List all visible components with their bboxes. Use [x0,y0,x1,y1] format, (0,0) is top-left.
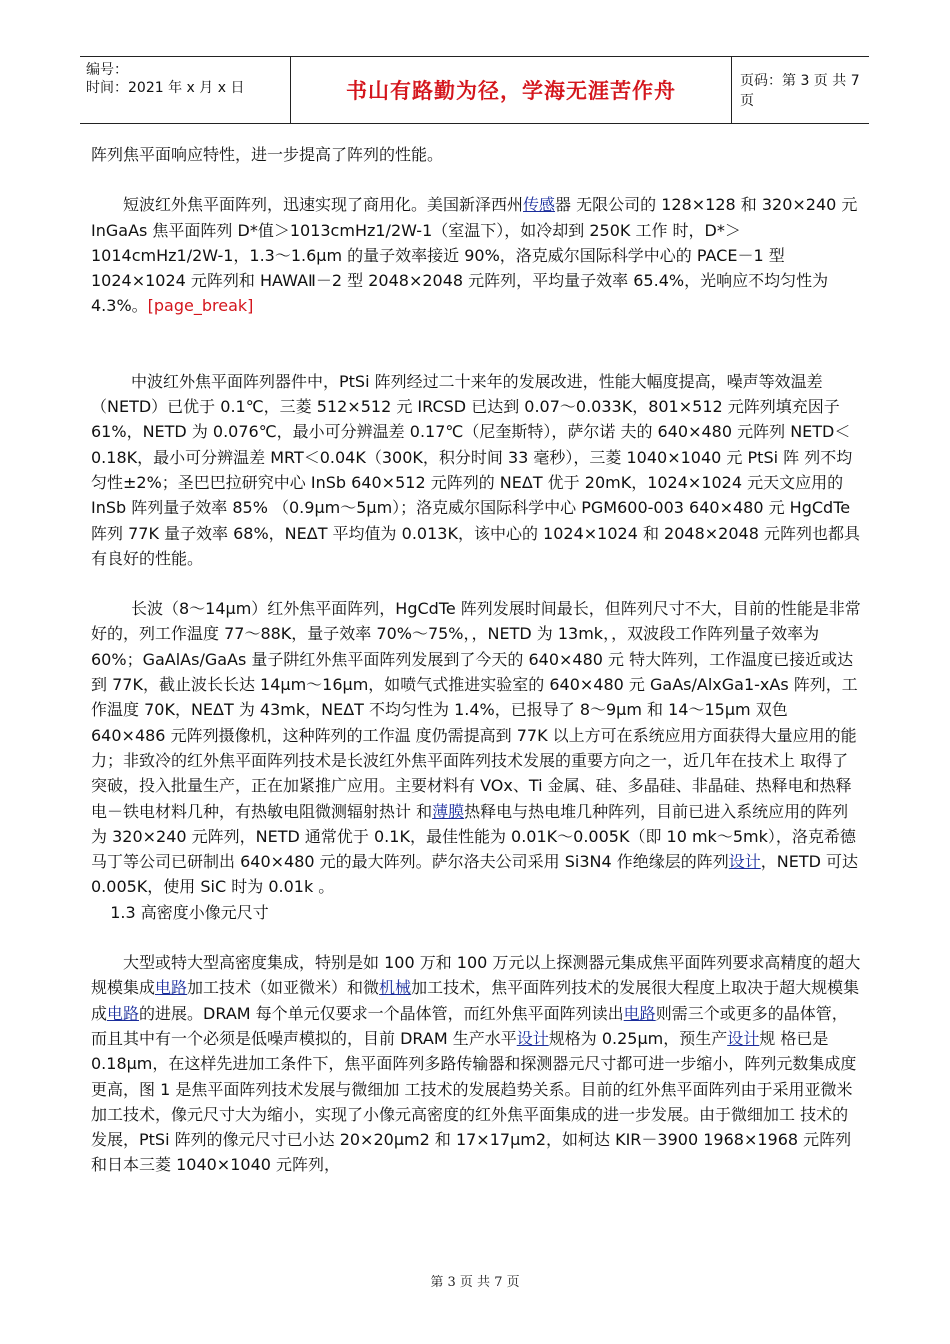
date-label: 时间：2021 年 x 月 x 日 [86,80,245,96]
page-break-marker: [page_break] [147,296,254,316]
link-circuit-3[interactable]: 电路 [623,1003,656,1023]
header-page-info: 页码：第 3 页 共 7 页 [740,73,860,109]
page-footer: 第 3 页 共 7 页 [430,1275,520,1290]
section-heading: 1.3 高密度小像元尺寸 [110,902,269,922]
link-film[interactable]: 薄膜 [432,801,465,821]
header-motto: 书山有路勤为径，学海无涯苦作舟 [290,57,732,123]
paragraph-1: 阵列焦平面响应特性，进一步提高了阵列的性能。 [91,145,444,164]
link-design-2[interactable]: 设计 [516,1028,549,1048]
page-header [80,56,869,124]
paragraph-mid-wave: 中波红外焦平面阵列器件中，PtSi 阵列经过二十来年的发展改进，性能大幅度提高，噪声等效温差（NETD）已优于 0.1℃，三菱 512×512 元 IRCSD 已达到 0.07～0.033K，801×512 元阵列填充因子 61%，NETD 为 0.076℃，最小可分辨温差 0.17℃（尼奎斯特），萨尔诺 夫的 640×480 元阵列 NETD＜0.18K，最小可分辨温差 MRT＜0.04K（300K，积分时间 33 毫秒），三菱 1040×1040 元 PtSi 阵 列不均匀性±2%；圣巴巴拉研究中心 InSb 640×512 元阵列的 NEΔT 优于 20mK，1024×1024 元天文应用的 InSb 阵列量子效率 85% （0.9μm～5μm）；洛克威尔国际科学中心 PGM600-003 640×480 元 HgCdTe 阵列 77K 量子效率 68%，NEΔT 平均值为 0.013K，该中心的 1024×1024 和 2048×2048 元阵列也都具有良好的性能。 [91,371,860,568]
link-circuit-1[interactable]: 电路 [155,978,188,998]
header-meta [86,61,286,97]
link-sensor[interactable]: 传感 [523,195,556,215]
document-body [91,142,863,1178]
link-machinery[interactable]: 机械 [379,978,412,998]
link-design[interactable]: 设计 [728,852,761,872]
link-circuit-2[interactable]: 电路 [107,1003,140,1023]
link-design-3[interactable]: 设计 [727,1028,760,1048]
serial-number-label: 编号： [86,62,128,78]
paragraph-long-wave: 长波（8～14μm）红外焦平面阵列，HgCdTe 阵列发展时间最长，但阵列尺寸不大，目前的性能是非常好的，列工作温度 77～88K，量子效率 70%～75%，，NETD 为 13mk，，双波段工作阵列量子效率为 60%；GaAlAs/GaAs 量子阱红外焦平面阵列发展到了今天的 640×480 元 特大阵列，工作温度已接近或达到 77K，截止波长长达 14μm～16μm，如喷气式推进实验室的 640×480 元 GaAs/AlxGa1-xAs 阵列，工 作温度 70K，NEΔT 为 43mk，NEΔT 不均匀性为 1.4%，已报导了 8～9μm 和 14～15μm 双色 640×486 元阵列摄像机，这种阵列的工作温 度仍需提高到 77K 以上方可在系统应用方面获得大量应用的能力；非致冷的红外焦平面阵列技术是长波红外焦平面阵列技术发展的重要方向之一，近几年在技术上 取得了突破，投入批量生产，正在加紧推广应用。主要材料有 VOx、Ti 金属、硅、多晶硅、非晶硅、热释电和热释电－铁电材料几种，有热敏电阻微测辐射热计 和薄膜热释电与热电堆几种阵列，目前已进入系统应用的阵列为 320×240 元阵列，NETD 通常优于 0.1K，最佳性能为 0.01K～0.005K（即 10 mk～5mk），洛克希德马丁等公司已研制出 640×480 元的最大阵列。萨尔洛夫公司采用 Si3N4 作绝缘层的阵列设计，NETD 可达 0.005K，使用 SiC 时为 0.01k 。 [91,599,861,897]
paragraph-short-wave: 短波红外焦平面阵列，迅速实现了商用化。美国新泽西州传感器 无限公司的 128×128 和 320×240 元 InGaAs 焦平面阵列 D*值＞1013cmHz1/2W-1（室温下），如冷却到 250K 工作 时，D*＞1014cmHz1/2W-1，1.3～1.6μm 的量子效率接近 90%，洛克威尔国际科学中心的 PACE－1 型 1024×1024 元阵列和 HAWAⅡ－2 型 2048×2048 元阵列，平均量子效率 65.4%，光响应不均匀性为 4.3%。[page_break] [91,195,858,316]
paragraph-high-density: 大型或特大型高密度集成，特别是如 100 万和 100 万元以上探测器元集成焦平面阵列要求高精度的超大规模集成电路加工技术（如亚微米）和微机械加工技术，焦平面阵列技术的发展很大程度上取决于超大规模集成电路的进展。DRAM 每个单元仅要求一个晶体管，而红外焦平面阵列读出电路则需三个或更多的晶体管，而且其中有一个必须是低噪声模拟的，目前 DRAM 生产水平设计规格为 0.25μm，预生产设计规 格已是 0.18μm，在这样先进加工条件下，焦平面阵列多路传输器和探测器元尺寸都可进一步缩小，阵列元数集成度更高，图 1 是焦平面阵列技术发展与微细加 工技术的发展趋势关系。目前的红外焦平面阵列由于采用亚微米加工技术，像元尺寸大为缩小，实现了小像元高密度的红外焦平面集成的进一步发展。由于微细加工 技术的发展，PtSi 阵列的像元尺寸已小达 20×20μm2 和 17×17μm2，如柯达 KIR－3900 1968×1968 元阵列和日本三菱 1040×1040 元阵列， [91,953,861,1175]
